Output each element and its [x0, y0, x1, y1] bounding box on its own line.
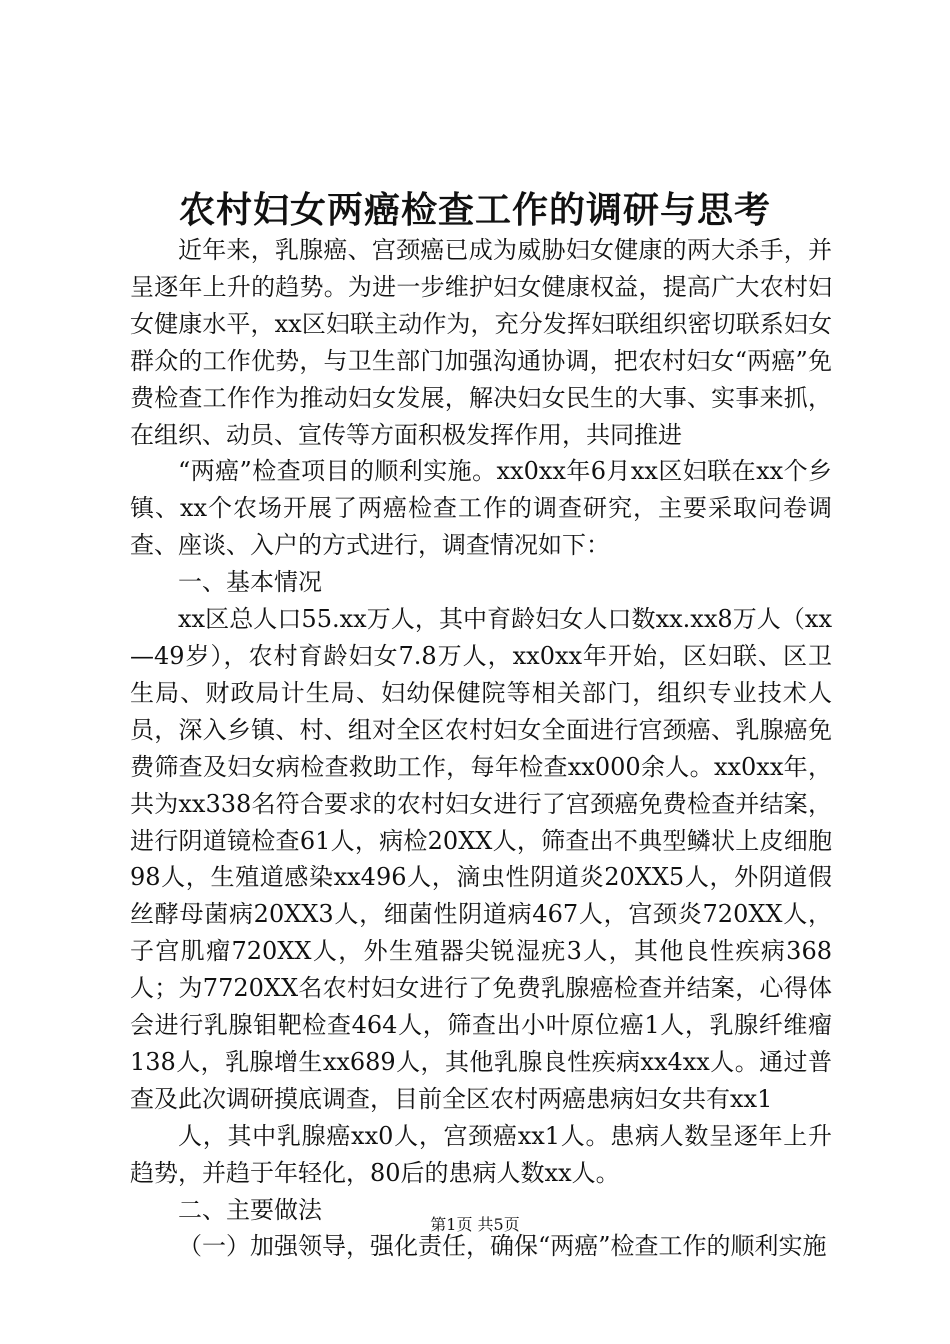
paragraph-statistics: xx区总人口55.xx万人，其中育龄妇女人口数xx.xx8万人（xx—49岁），农村育龄妇女7.8万人，xx0xx年开始，区妇联、区卫生局、财政局计生局、妇幼保健院等相关部门，组织专业技术人员，深入乡镇、村、组对全区农村妇女全面进行宫颈癌、乳腺癌免费筛查及妇女病检查救助工作，每年检查xx000余人。xx0xx年，共为xx338名符合要求的农村妇女进行了宫颈癌免费检查并结案，进行阴道镜检查61人，病检20XX人，筛查出不典型鳞状上皮细胞98人，生殖道感染xx496人，滴虫性阴道炎20XX5人，外阴道假丝酵母菌病20XX3人，细菌性阴道病467人，宫颈炎720XX人，子宫肌瘤720XX人，外生殖器尖锐湿疣3人，其他良性疾病368人；为7720XX名农村妇女进行了免费乳腺癌检查并结案，心得体会进行乳腺钼靶检查464人，筛查出小叶原位癌1人，乳腺纤维瘤138人，乳腺增生xx689人，其他乳腺良性疾病xx4xx人。通过普查及此次调研摸底调查，目前全区农村两癌患病妇女共有xx1 [130, 605, 832, 1113]
document-title: 农村妇女两癌检查工作的调研与思考 [178, 189, 771, 231]
paragraph-patients: 人，其中乳腺癌xx0人，宫颈癌xx1人。患病人数呈逐年上升趋势，并趋于年轻化，80后的患病人数xx人。 [130, 1121, 832, 1187]
paragraph-survey: “两癌”检查项目的顺利实施。xx0xx年6月xx区妇联在xx个乡镇、xx个农场开展了两癌检查工作的调查研究，主要采取问卷调查、座谈、入户的方式进行，调查情况如下： [130, 457, 832, 560]
section-heading-basic-situation: 一、基本情况 [178, 568, 322, 597]
section-heading-main-practices: 二、主要做法 [178, 1195, 322, 1224]
subsection-heading-leadership: （一）加强领导，强化责任，确保“两癌”检查工作的顺利实施 [178, 1232, 827, 1261]
page-footer: 第1页 共5页 [430, 1215, 520, 1234]
paragraph-intro: 近年来，乳腺癌、宫颈癌已成为威胁妇女健康的两大杀手，并呈逐年上升的趋势。为进一步维护妇女健康权益，提高广大农村妇女健康水平，xx区妇联主动作为，充分发挥妇联组织密切联系妇女群众的工作优势，与卫生部门加强沟通协调，把农村妇女“两癌”免费检查工作作为推动妇女发展，解决妇女民生的大事、实事来抓，在组织、动员、宣传等方面积极发挥作用，共同推进 [130, 236, 832, 449]
document-body [130, 232, 832, 1265]
